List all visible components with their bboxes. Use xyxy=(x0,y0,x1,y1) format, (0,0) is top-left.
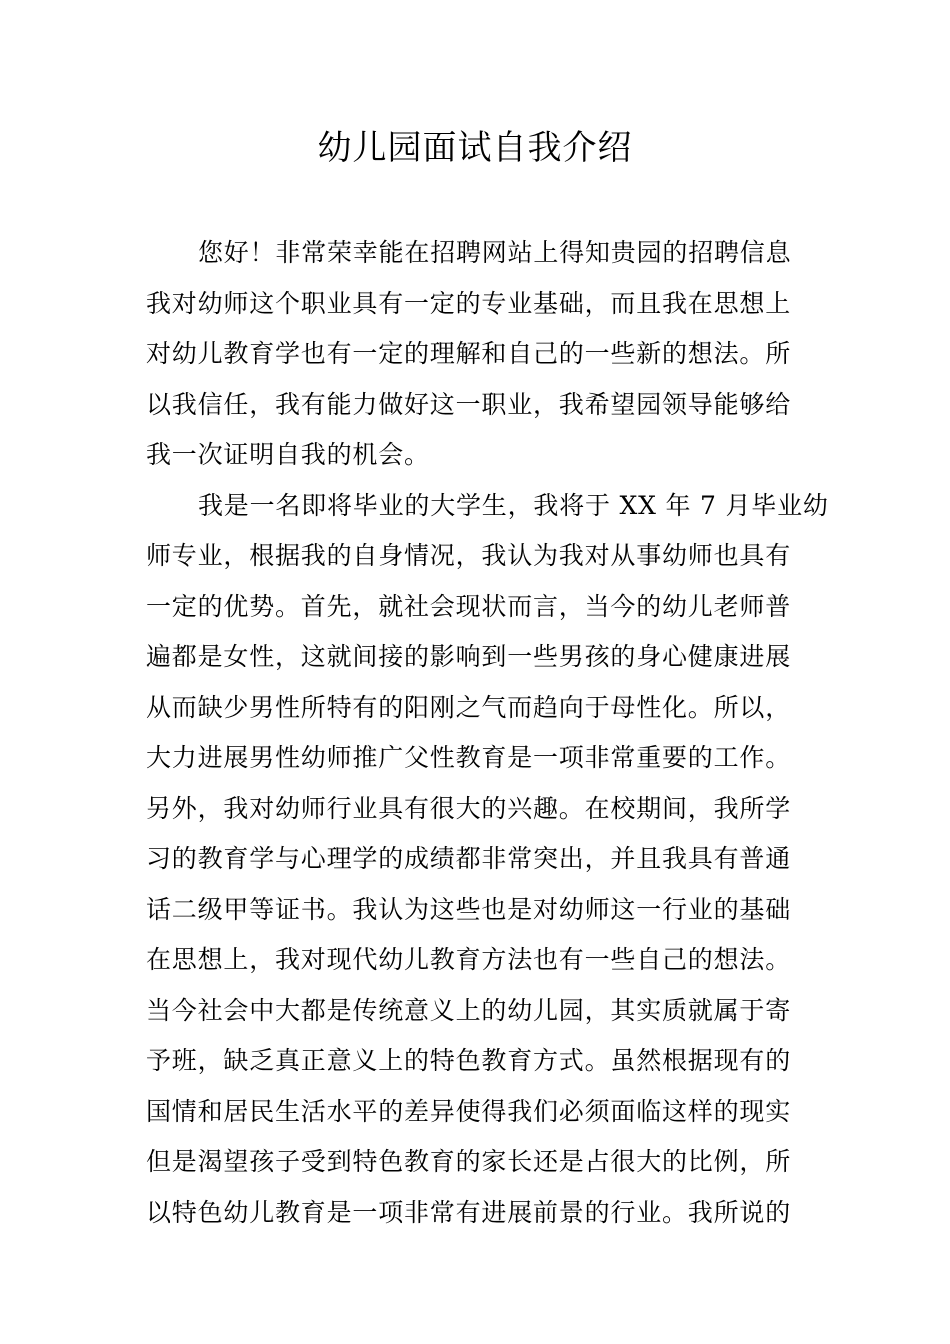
paragraph-line: 予班，缺乏真正意义上的特色教育方式。虽然根据现有的 xyxy=(146,1046,792,1075)
paragraph-line: 当今社会中大都是传统意义上的幼儿园，其实质就属于寄 xyxy=(146,995,792,1025)
paragraph-line: 我是一名即将毕业的大学生，我将于 XX 年 7 月毕业幼 xyxy=(198,490,829,520)
paragraph-line: 我对幼师这个职业具有一定的专业基础，而且我在思想上 xyxy=(146,288,792,318)
paragraph-line: 以特色幼儿教育是一项非常有进展前景的行业。我所说的 xyxy=(146,1197,792,1227)
paragraph-line: 以我信任，我有能力做好这一职业，我希望园领导能够给 xyxy=(146,389,792,419)
paragraph-line: 话二级甲等证书。我认为这些也是对幼师这一行业的基础 xyxy=(146,894,792,924)
paragraph-line: 我一次证明自我的机会。 xyxy=(146,440,430,469)
paragraph-line: 另外，我对幼师行业具有很大的兴趣。在校期间，我所学 xyxy=(146,793,792,823)
paragraph-line: 一定的优势。首先，就社会现状而言，当今的幼儿老师普 xyxy=(146,591,792,621)
paragraph-line: 对幼儿教育学也有一定的理解和自己的一些新的想法。所 xyxy=(146,339,792,368)
paragraph-line: 但是渴望孩子受到特色教育的家长还是占很大的比例，所 xyxy=(146,1147,792,1176)
paragraph-line: 在思想上，我对现代幼儿教育方法也有一些自己的想法。 xyxy=(146,945,792,974)
paragraph-line: 习的教育学与心理学的成绩都非常突出，并且我具有普通 xyxy=(146,844,792,873)
paragraph-line: 国情和居民生活水平的差异使得我们必须面临这样的现实 xyxy=(146,1096,792,1126)
paragraph-line: 师专业，根据我的自身情况，我认为我对从事幼师也具有 xyxy=(146,541,792,570)
paragraph-line: 您好！非常荣幸能在招聘网站上得知贵园的招聘信息 xyxy=(198,238,792,267)
paragraph-line: 从而缺少男性所特有的阳刚之气而趋向于母性化。所以， xyxy=(146,692,792,722)
paragraph-line: 遍都是女性，这就间接的影响到一些男孩的身心健康进展 xyxy=(146,642,792,671)
document-body xyxy=(146,228,829,1238)
paragraph-line: 大力进展男性幼师推广父性教育是一项非常重要的工作。 xyxy=(146,743,792,772)
document-title: 幼儿园面试自我介绍 xyxy=(317,128,633,168)
